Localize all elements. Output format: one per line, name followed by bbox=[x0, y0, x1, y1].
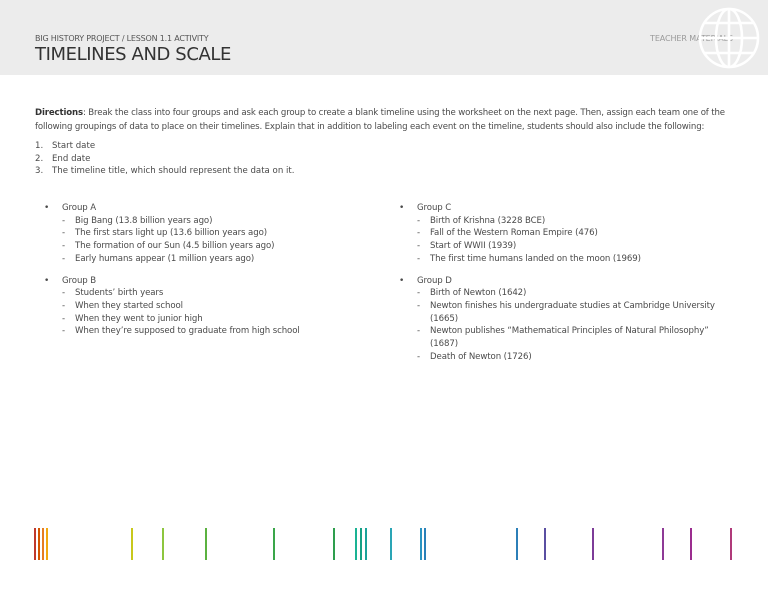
stripe bbox=[38, 528, 40, 560]
stripe bbox=[360, 528, 362, 560]
list-item: - The first stars light up (13.6 billion years ago) bbox=[62, 228, 267, 239]
required-steps-list bbox=[35, 140, 294, 178]
step-text: End date bbox=[52, 153, 91, 164]
list-item: - When they’re supposed to graduate from high school bbox=[62, 326, 300, 337]
stripe bbox=[420, 528, 422, 560]
groups-right-column bbox=[395, 202, 735, 372]
stripe bbox=[365, 528, 367, 560]
group-title: Group D bbox=[417, 275, 452, 286]
teacher-materials-label: TEACHER MATERIALS bbox=[650, 34, 733, 43]
bullet-icon: • bbox=[399, 275, 405, 286]
list-item: - When they started school bbox=[62, 300, 183, 311]
list-item: - Newton publishes “Mathematical Principles of Natural Philosophy” (1687) bbox=[417, 326, 709, 350]
stripe bbox=[662, 528, 664, 560]
stripe bbox=[131, 528, 133, 560]
bullet-icon: • bbox=[44, 203, 50, 213]
bullet-icon: • bbox=[44, 275, 50, 286]
directions-text: : Break the class into four groups and ask each group to create a blank timeline using the worksheet on the next page. Then, assign each team one of the following groupings of data to place on their timelines. Explain that in addition to labeling each event on the timeline, students should also include the following: bbox=[35, 108, 725, 132]
list-item: - When they went to junior high bbox=[62, 313, 203, 324]
stripe bbox=[162, 528, 164, 560]
stripe bbox=[34, 528, 36, 560]
directions-label: Directions bbox=[35, 108, 83, 118]
groups-left-column bbox=[40, 202, 380, 347]
step-number: 1. bbox=[35, 141, 44, 151]
list-item: - Death of Newton (1726) bbox=[417, 351, 532, 362]
stripe bbox=[592, 528, 594, 560]
group-c bbox=[395, 202, 735, 266]
stripe bbox=[516, 528, 518, 560]
stripe-group bbox=[34, 528, 732, 560]
stripe bbox=[333, 528, 335, 560]
list-item: - Students’ birth years bbox=[62, 288, 164, 299]
group-b bbox=[40, 275, 380, 339]
step-number: 2. bbox=[35, 153, 44, 164]
globe-icon bbox=[697, 6, 761, 70]
stripe bbox=[730, 528, 732, 560]
lesson-kicker: BIG HISTORY PROJECT / LESSON 1.1 ACTIVITY bbox=[35, 34, 209, 43]
step-text: The timeline title, which should represent the data on it. bbox=[52, 166, 295, 177]
list-item: - The first time humans landed on the moon (1969) bbox=[417, 253, 641, 264]
step-text: Start date bbox=[52, 141, 96, 151]
stripe bbox=[273, 528, 275, 560]
list-item: - Early humans appear (1 million years ago) bbox=[62, 253, 255, 264]
group-a bbox=[40, 202, 380, 266]
list-item: - The formation of our Sun (4.5 billion years ago) bbox=[62, 241, 275, 252]
step-number: 3. bbox=[35, 166, 44, 177]
list-item: - Big Bang (13.8 billion years ago) bbox=[62, 215, 213, 226]
directions-paragraph bbox=[35, 106, 740, 134]
list-item: - Birth of Newton (1642) bbox=[417, 288, 527, 299]
group-title: Group C bbox=[417, 203, 452, 213]
step-item bbox=[35, 153, 294, 166]
bullet-icon: • bbox=[399, 203, 405, 213]
list-item: - Birth of Krishna (3228 BCE) bbox=[417, 215, 546, 226]
list-item: - Newton finishes his undergraduate studies at Cambridge University (1665) bbox=[417, 300, 715, 324]
decorative-timeline-stripes bbox=[0, 528, 768, 560]
stripe bbox=[205, 528, 207, 560]
list-item: - Fall of the Western Roman Empire (476) bbox=[417, 228, 598, 239]
stripe bbox=[390, 528, 392, 560]
group-d bbox=[395, 275, 735, 364]
stripe bbox=[42, 528, 44, 560]
group-items bbox=[62, 215, 380, 266]
stripe bbox=[544, 528, 546, 560]
group-title: Group A bbox=[62, 203, 97, 213]
stripe bbox=[46, 528, 48, 560]
step-item bbox=[35, 165, 294, 178]
stripe bbox=[355, 528, 357, 560]
group-items bbox=[62, 287, 380, 338]
stripe bbox=[424, 528, 426, 560]
page-title: TIMELINES AND SCALE bbox=[35, 44, 231, 65]
page-header bbox=[0, 0, 768, 75]
group-title: Group B bbox=[62, 275, 97, 286]
stripe bbox=[690, 528, 692, 560]
step-item bbox=[35, 140, 294, 153]
group-items bbox=[417, 215, 735, 266]
group-items bbox=[417, 287, 735, 363]
list-item: - Start of WWII (1939) bbox=[417, 241, 517, 252]
